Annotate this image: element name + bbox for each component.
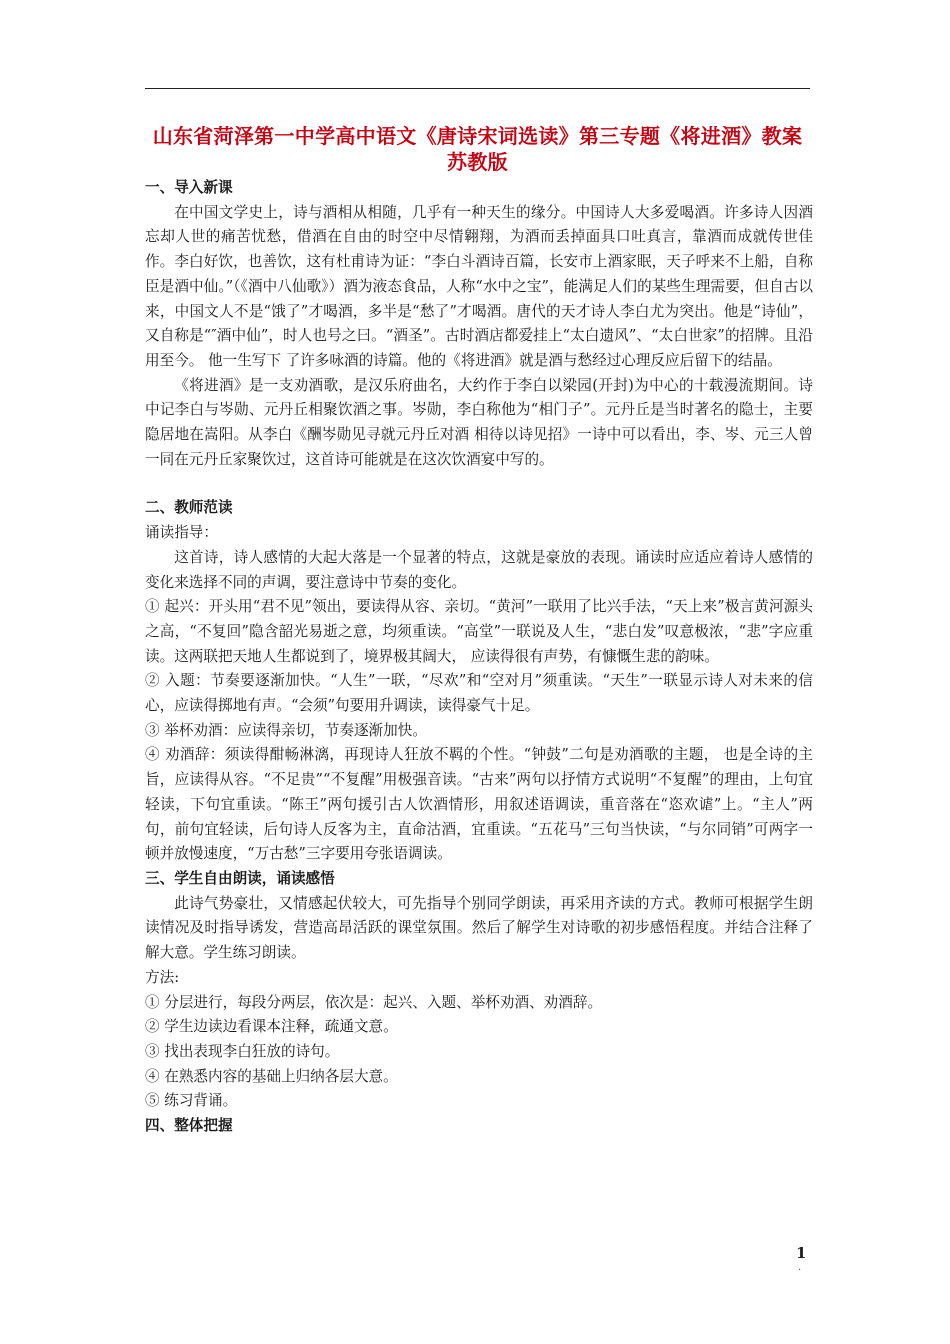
section-1-paragraph-1: 在中国文学史上，诗与酒相从相随，几乎有一种天生的缘分。中国诗人大多爱喝酒。许多诗人因酒忘却人世的痛苦忧愁，借酒在自由的时空中尽情翱翔，为酒而丢掉面具口吐真言，靠酒而成就传世佳作。李白好饮，也善饮，这有杜甫诗为证：“李白斗酒诗百篇，长安市上酒家眠，天子呼来不上船，自称臣是酒中仙。”（《酒中八仙歌》）酒为液态食品，人称“水中之宝”，能满足人们的某些生理需要，但自古以来，中国文人不是“饿了”才喝酒，多半是“愁了”才喝酒。唐代的天才诗人李白尤为突出。他是“诗仙”，又自称是“″酒中仙”，时人也号之曰。“酒圣”。古时酒店都爱挂上“太白遗风”、“太白世家”的招牌。且沿用至今。 他一生写下 了许多咏酒的诗篇。他的《将进酒》就是酒与愁经过心理反应后留下的结晶。 [145,203,813,369]
section-1-heading: 一、导入新课 [145,179,233,196]
document-body [145,176,813,1139]
section-2-item-2: ② 入题：节奏要逐渐加快。“人生”一联，“尽欢”和“空对月”须重读。“天生”一联显示诗人对未来的信心，应读得掷地有声。“会须”句要用升调读，读得豪气十足。 [145,672,813,715]
method-item-5: ⑤ 练习背诵。 [145,1092,238,1110]
section-1-paragraph-2: 《将进酒》是一支劝酒歌，是汉乐府曲名，大约作于李白以梁园(开封)为中心的十载漫流期间。诗中记李白与岑勋、元丹丘相聚饮酒之事。岑勋，李白称他为“相门子”。元丹丘是当时著名的隐士，主要隐居地在嵩阳。从李白《酬岑勋见寻就元丹丘对酒 相待以诗见招》一诗中可以看出，李、岑、元三人曾一同在元丹丘家聚饮过，这首诗可能就是在这次饮酒宴中写的。 [145,376,813,468]
section-3-heading: 三、学生自由朗读，诵读感悟 [145,869,335,887]
header-rule [145,88,810,89]
method-item-4: ④ 在熟悉内容的基础上归纳各层大意。 [145,1067,398,1085]
page-number: 1 [796,1244,807,1262]
section-2-subheading: 诵读指导： [145,524,218,542]
section-3-paragraph: 此诗气势豪壮，又情感起伏较大，可先指导个别同学朗读，再采用齐读的方式。教师可根据学生朗读情况及时指导诱发，营造高昂活跃的课堂氛围。然后了解学生对诗歌的初步感悟程度。并结合注释了解大意。学生练习朗读。 [145,894,813,962]
section-2-heading: 二、教师范读 [145,499,233,517]
method-item-2: ② 学生边读边看课本注释，疏通文意。 [145,1018,398,1036]
section-2-intro: 这首诗，诗人感情的大起大落是一个显著的特点，这就是豪放的表现。诵读时应适应着诗人感情的变化来选择不同的声调，要注意诗中节奏的变化。 [145,548,813,591]
section-4-heading: 四、整体把握 [145,1117,233,1135]
section-gap [145,472,813,496]
section-3-method-label: 方法: [145,968,180,986]
method-item-1: ① 分层进行，每段分两层，依次是：起兴、入题、举杯劝酒、劝酒辞。 [145,993,603,1011]
section-2-item-4: ④ 劝酒辞：须读得酣畅淋漓，再现诗人狂放不羁的个性。“钟鼓”二句是劝酒歌的主题， 也是全诗的主旨，应读得从容。“不足贵”“不复醒”用极强音读。“古来”两句以抒情方式说明“不复醒”的理由，上句宜轻读，下句宜重读。“陈王”两句援引古人饮酒情形，用叙述语调读，重音落在“恣欢谑”上。“主人”两句，前句宜轻读，后句诗人反客为主，直命沽酒，宜重读。“五花马”三句当快读，“与尔同销”可两字一顿并放慢速度，“万古愁”三字要用夸张语调读。 [145,746,813,863]
section-2-item-3: ③ 举杯劝酒：应读得亲切，节奏逐渐加快。 [145,721,427,739]
method-item-3: ③ 找出表现李白狂放的诗句。 [145,1042,340,1060]
page-mark: . [798,1262,802,1273]
document-title: 山东省菏泽第一中学高中语文《唐诗宋词选读》第三专题《将进酒》教案 苏教版 [152,124,803,174]
section-2-item-1: ① 起兴：开头用“君不见”领出，要读得从容、亲切。“黄河”一联用了比兴手法，“天上来”极言黄河源头之高，“不复回”隐含韶光易逝之意，均须重读。“高堂”一联说及人生，“悲白发”叹意极浓，“悲”字应重读。这两联把天地人生都说到了，境界极其阔大， 应读得很有声势，有慷慨生悲的韵味。 [145,598,813,665]
